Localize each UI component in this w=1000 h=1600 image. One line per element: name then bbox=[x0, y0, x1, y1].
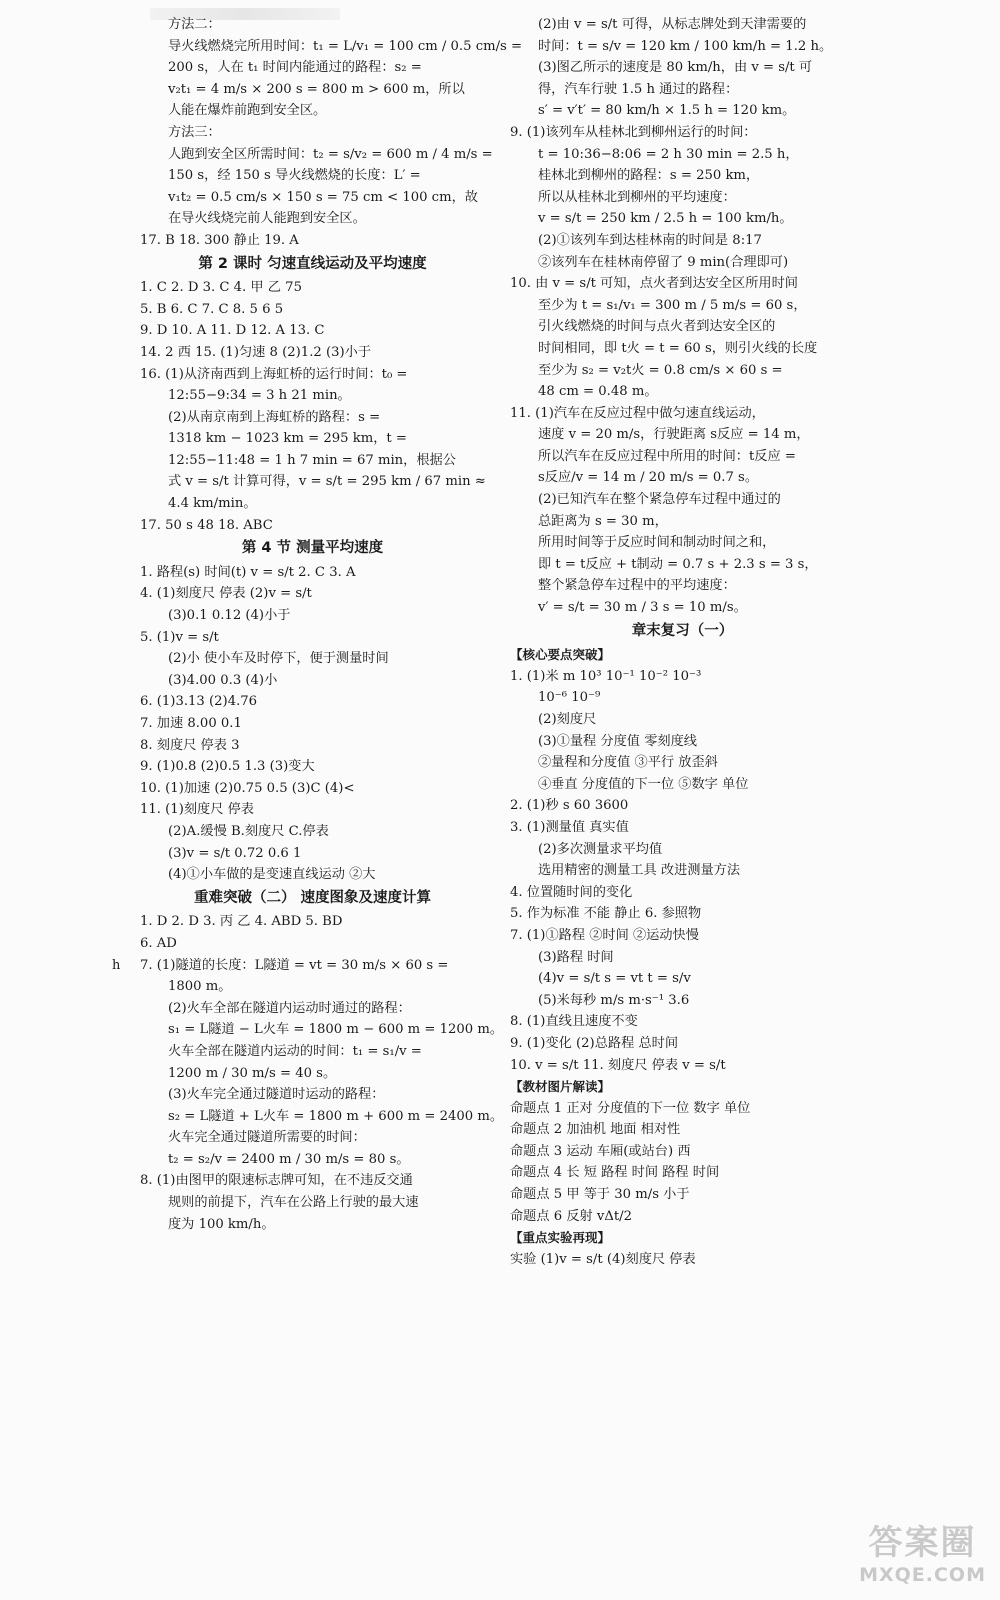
answer-line: (2)①该列车到达桂林南的时间是 8:17 bbox=[538, 232, 762, 248]
answer-line: 10. v = s/t 11. 刻度尺 停表 v = s/t bbox=[510, 1057, 726, 1073]
answer-line: 48 cm = 0.48 m。 bbox=[538, 384, 658, 400]
right-column bbox=[510, 14, 855, 1270]
answer-line: 时间：t = s/v = 120 km / 100 km/h = 1.2 h。 bbox=[538, 38, 833, 54]
answer-line: 8. 刻度尺 停表 3 bbox=[140, 737, 240, 753]
answer-line: 火车全部在隧道内运动的时间：t₁ = s₁/v = bbox=[168, 1043, 422, 1059]
answer-line: v₁t₂ = 0.5 cm/s × 150 s = 75 cm < 100 cm，故 bbox=[168, 189, 478, 205]
answer-line: (3)图乙所示的速度是 80 km/h，由 v = s/t 可 bbox=[538, 60, 813, 76]
answer-line: 9. (1)变化 (2)总路程 总时间 bbox=[510, 1035, 679, 1051]
answer-line: (3)路程 时间 bbox=[538, 949, 614, 965]
answer-line: 7. (1)隧道的长度：L隧道 = vt = 30 m/s × 60 s = bbox=[140, 957, 449, 973]
answer-line: 命题点 2 加油机 地面 相对性 bbox=[510, 1122, 681, 1138]
answer-line: s₁ = L隧道 − L火车 = 1800 m − 600 m = 1200 m。 bbox=[168, 1022, 504, 1038]
answer-line: 5. (1)v = s/t bbox=[140, 629, 219, 645]
left-column bbox=[140, 14, 523, 1235]
section-heading: 重难突破（二） 速度图象及速度计算 bbox=[193, 889, 432, 906]
answer-line: 10. (1)加速 (2)0.75 0.5 (3)C (4)< bbox=[140, 780, 355, 796]
answer-line: 命题点 6 反射 vΔt/2 bbox=[510, 1208, 633, 1224]
subsection-label: 【重点实验再现】 bbox=[510, 1230, 611, 1246]
answer-line: 12:55−11:48 = 1 h 7 min = 67 min，根据公 bbox=[168, 452, 456, 468]
answer-line: 1318 km − 1023 km = 295 km，t = bbox=[168, 431, 407, 447]
answer-line: (3)火车完全通过隧道时运动的路程： bbox=[168, 1087, 385, 1103]
answer-line: 方法三： bbox=[168, 124, 221, 140]
answer-line: t₂ = s₂/v = 2400 m / 30 m/s = 80 s。 bbox=[168, 1151, 410, 1167]
answer-line: 速度 v = 20 m/s，行驶距离 s反应 = 14 m， bbox=[538, 427, 810, 443]
answer-line: 17. 50 s 48 18. ABC bbox=[140, 517, 273, 533]
answer-line: 5. 作为标准 不能 静止 6. 参照物 bbox=[510, 906, 702, 922]
answer-line: 规则的前提下，汽车在公路上行驶的最大速 bbox=[168, 1195, 419, 1211]
answer-line: 引火线燃烧的时间与点火者到达安全区的 bbox=[538, 319, 776, 335]
answer-line: 方法二： bbox=[168, 17, 221, 32]
answer-line: 所用时间等于反应时间和制动时间之和， bbox=[538, 535, 776, 551]
answer-line: 10. 由 v = s/t 可知，点火者到达安全区所用时间 bbox=[510, 276, 798, 292]
answer-line: s′ = v′t′ = 80 km/h × 1.5 h = 120 km。 bbox=[538, 103, 796, 119]
stray-mark: h bbox=[112, 958, 121, 973]
answer-line: ②量程和分度值 ③平行 放歪斜 bbox=[538, 755, 718, 771]
answer-line: 得，汽车行驶 1.5 h 通过的路程： bbox=[538, 81, 739, 97]
answer-line: s反应/v = 14 m / 20 m/s = 0.7 s。 bbox=[538, 470, 759, 486]
answer-line: 200 s，人在 t₁ 时间内能通过的路程：s₂ = bbox=[168, 60, 422, 76]
answer-line: 命题点 5 甲 等于 30 m/s 小于 bbox=[510, 1187, 690, 1203]
answer-line: (2)多次测量求平均值 bbox=[538, 841, 663, 857]
answer-line: (3)①量程 分度值 零刻度线 bbox=[538, 733, 697, 749]
answer-line: (2)A.缓慢 B.刻度尺 C.停表 bbox=[168, 823, 329, 839]
answer-line: (2)火车全部在隧道内运动时通过的路程： bbox=[168, 1000, 411, 1016]
answer-line: 5. B 6. C 7. C 8. 5 6 5 bbox=[140, 301, 284, 317]
subsection-label: 【核心要点突破】 bbox=[510, 647, 611, 663]
answer-line: 7. 加速 8.00 0.1 bbox=[140, 716, 242, 731]
answer-line: 总距离为 s = 30 m， bbox=[538, 513, 668, 529]
section-heading: 第 2 课时 匀速直线运动及平均速度 bbox=[198, 255, 427, 272]
answer-line: 人跑到安全区所需时间：t₂ = s/v₂ = 600 m / 4 m/s = bbox=[168, 146, 493, 162]
section-heading: 第 4 节 测量平均速度 bbox=[241, 540, 384, 557]
answer-line: 式 v = s/t 计算可得，v = s/t = 295 km / 67 min ≈ bbox=[168, 474, 486, 490]
answer-line: 16. (1)从济南西到上海虹桥的运行时间：t₀ = bbox=[140, 366, 408, 382]
answer-line: 2. (1)秒 s 60 3600 bbox=[510, 798, 629, 814]
watermark-logo: 答案圈 bbox=[868, 1523, 977, 1563]
answer-line: (2)已知汽车在整个紧急停车过程中通过的 bbox=[538, 492, 781, 508]
answer-line: 整个紧急停车过程中的平均速度： bbox=[538, 578, 736, 594]
answer-line: (2)由 v = s/t 可得，从标志牌处到天津需要的 bbox=[538, 17, 807, 32]
answer-line: (4)①小车做的是变速直线运动 ②大 bbox=[168, 867, 376, 883]
answer-line: 150 s，经 150 s 导火线燃烧的长度：L′ = bbox=[168, 168, 421, 184]
answer-line: (3)0.1 0.12 (4)小于 bbox=[168, 608, 291, 624]
answer-line: 9. (1)0.8 (2)0.5 1.3 (3)变大 bbox=[140, 759, 315, 775]
answer-line: 实验 (1)v = s/t (4)刻度尺 停表 bbox=[510, 1251, 696, 1267]
answer-line: s₂ = L隧道 + L火车 = 1800 m + 600 m = 2400 m。 bbox=[168, 1108, 504, 1124]
answer-line: (3)4.00 0.3 (4)小 bbox=[168, 672, 278, 688]
answer-line: 10⁻⁶ 10⁻⁹ bbox=[538, 690, 601, 706]
answer-line: 命题点 4 长 短 路程 时间 路程 时间 bbox=[510, 1165, 720, 1181]
answer-line: 1. D 2. D 3. 丙 乙 4. ABD 5. BD bbox=[140, 914, 343, 930]
answer-line: (3)v = s/t 0.72 0.6 1 bbox=[168, 845, 302, 861]
answer-line: 在导火线烧完前人能跑到安全区。 bbox=[168, 211, 366, 227]
subsection-label: 【教材图片解读】 bbox=[510, 1079, 611, 1095]
answer-line: 4. (1)刻度尺 停表 (2)v = s/t bbox=[140, 586, 312, 602]
answer-line: 8. (1)由图甲的限速标志牌可知，在不违反交通 bbox=[140, 1173, 413, 1189]
answer-line: 4.4 km/min。 bbox=[168, 496, 257, 512]
answer-line: 时间相同，即 t火 = t = 60 s，则引火线的长度 bbox=[538, 340, 818, 356]
answer-line: 导火线燃烧完所用时间：t₁ = L/v₁ = 100 cm / 0.5 cm/s = bbox=[168, 38, 523, 54]
answer-line: 人能在爆炸前跑到安全区。 bbox=[168, 103, 327, 119]
answer-line: 1200 m / 30 m/s = 40 s。 bbox=[168, 1065, 337, 1081]
answer-line: 1. 路程(s) 时间(t) v = s/t 2. C 3. A bbox=[140, 564, 356, 580]
answer-line: 6. AD bbox=[140, 935, 177, 951]
answer-line: (5)米每秒 m/s m·s⁻¹ 3.6 bbox=[538, 992, 690, 1008]
answer-line: 9. (1)该列车从桂林北到柳州运行的时间： bbox=[510, 124, 757, 140]
answer-line: ④垂直 分度值的下一位 ⑤数字 单位 bbox=[538, 776, 749, 792]
answer-line: 度为 100 km/h。 bbox=[168, 1216, 275, 1232]
answer-line: 1. C 2. D 3. C 4. 甲 乙 75 bbox=[140, 280, 302, 296]
answer-line: 4. 位置随时间的变化 bbox=[510, 884, 633, 900]
answer-line: 9. D 10. A 11. D 12. A 13. C bbox=[140, 323, 325, 339]
answer-line: ②该列车在桂林南停留了 9 min(合理即可) bbox=[538, 254, 789, 270]
answer-line: 1800 m。 bbox=[168, 979, 232, 995]
answer-line: 12:55−9:34 = 3 h 21 min。 bbox=[168, 388, 351, 404]
answer-line: 14. 2 西 15. (1)匀速 8 (2)1.2 (3)小于 bbox=[140, 344, 372, 360]
answer-line: 1. (1)米 m 10³ 10⁻¹ 10⁻² 10⁻³ bbox=[510, 668, 702, 684]
answer-line: 17. B 18. 300 静止 19. A bbox=[140, 232, 299, 248]
answer-line: 所以从桂林北到柳州的平均速度： bbox=[538, 189, 736, 205]
answer-line: 命题点 3 运动 车厢(或站台) 西 bbox=[510, 1143, 691, 1159]
answer-line: t = 10:36−8:06 = 2 h 30 min = 2.5 h， bbox=[538, 146, 799, 162]
answer-line: 7. (1)①路程 ②时间 ②运动快慢 bbox=[510, 927, 699, 943]
answer-line: (2)从南京南到上海虹桥的路程：s = bbox=[168, 409, 381, 425]
answer-line: 3. (1)测量值 真实值 bbox=[510, 819, 629, 835]
answer-line: v′ = s/t = 30 m / 3 s = 10 m/s。 bbox=[538, 600, 747, 616]
answer-line: 11. (1)汽车在反应过程中做匀速直线运动， bbox=[510, 405, 765, 421]
answer-line: (2)刻度尺 bbox=[538, 712, 597, 727]
answer-line: 火车完全通过隧道所需要的时间： bbox=[168, 1130, 366, 1146]
answer-line: 6. (1)3.13 (2)4.76 bbox=[140, 694, 258, 710]
answer-line: (4)v = s/t s = vt t = s/v bbox=[538, 971, 691, 987]
section-heading: 章末复习（一） bbox=[631, 622, 734, 639]
answer-line: 即 t = t反应 + t制动 = 0.7 s + 2.3 s = 3 s， bbox=[538, 556, 818, 572]
answer-line: 11. (1)刻度尺 停表 bbox=[140, 802, 254, 818]
answer-line: 至少为 s₂ = v₂t火 = 0.8 cm/s × 60 s = bbox=[538, 362, 783, 378]
answer-line: 命题点 1 正对 分度值的下一位 数字 单位 bbox=[510, 1100, 751, 1116]
watermark bbox=[859, 1515, 986, 1586]
answer-line: v₂t₁ = 4 m/s × 200 s = 800 m > 600 m，所以 bbox=[168, 81, 465, 97]
answer-line: 8. (1)直线且速度不变 bbox=[510, 1014, 638, 1030]
answer-line: 选用精密的测量工具 改进测量方法 bbox=[538, 863, 741, 879]
answer-line: 桂林北到柳州的路程：s = 250 km， bbox=[538, 168, 760, 184]
answer-line: v = s/t = 250 km / 2.5 h = 100 km/h。 bbox=[538, 211, 793, 227]
answer-line: (2)小 使小车及时停下，便于测量时间 bbox=[168, 651, 389, 667]
answer-line: 至少为 t = s₁/v₁ = 300 m / 5 m/s = 60 s， bbox=[538, 297, 807, 313]
answer-line: 所以汽车在反应过程中所用的时间：t反应 = bbox=[538, 448, 796, 464]
watermark-url: MXQE.COM bbox=[859, 1564, 986, 1586]
